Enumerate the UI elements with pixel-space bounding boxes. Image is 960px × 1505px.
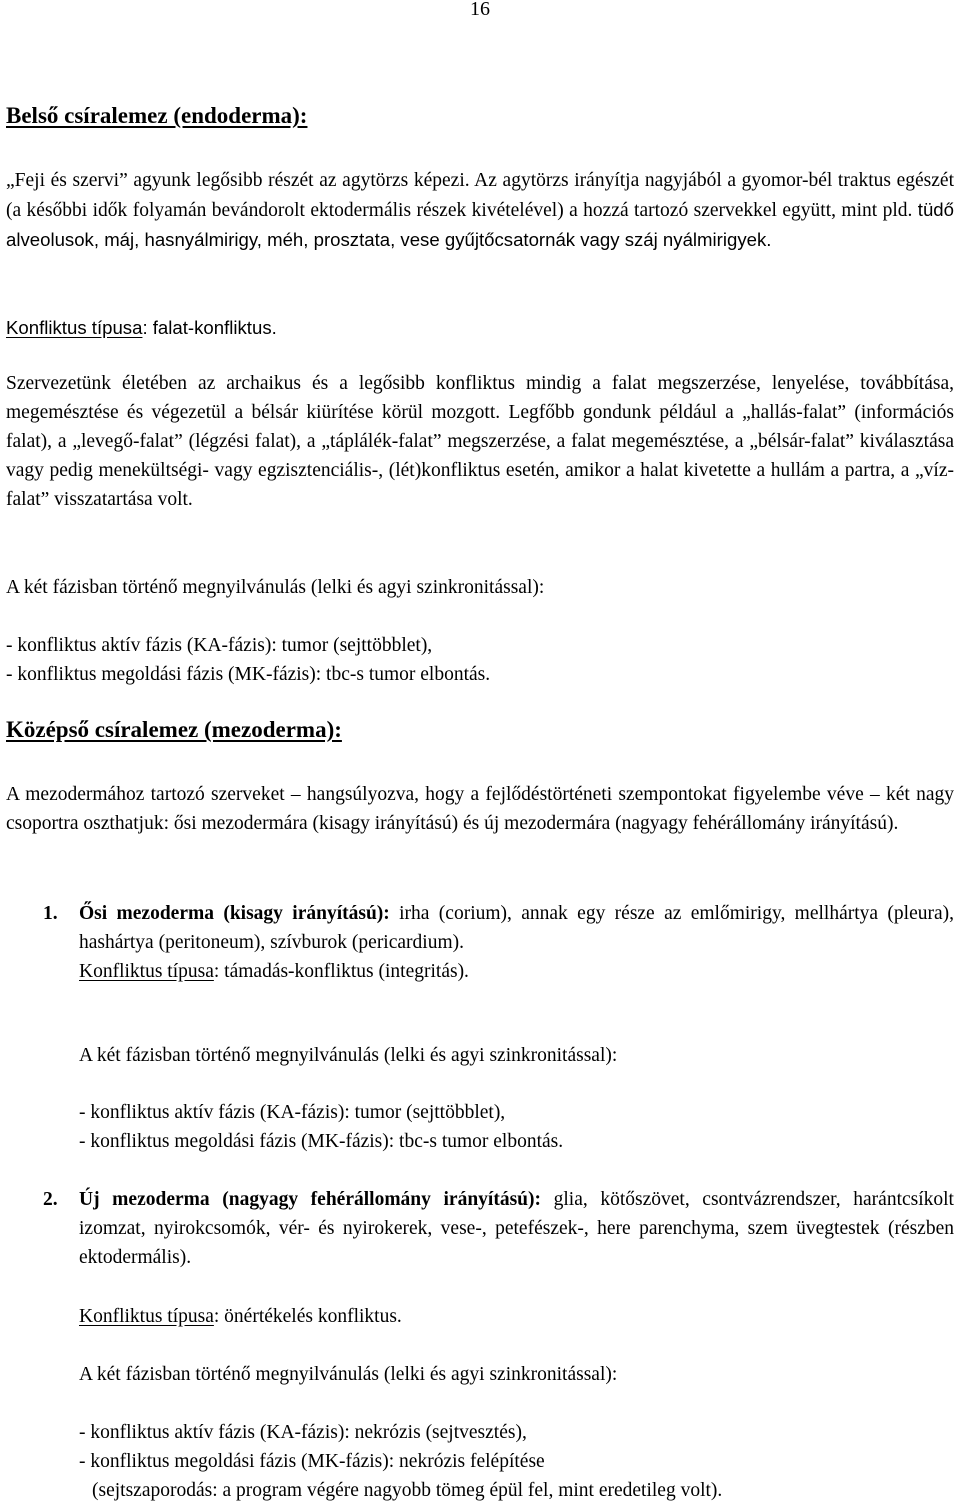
endoderm-phase-ka: - konfliktus aktív fázis (KA-fázis): tumor (sejttöbblet), [6, 635, 433, 656]
item2-phase-mk-continuation: (sejtszaporodás: a program végére nagyobb tömeg épül fel, mint eredetileg volt). [92, 1480, 723, 1501]
conflict-type-value: : támadás-konfliktus (integritás). [213, 961, 469, 982]
conflict-type-label: Konfliktus típusa [6, 317, 143, 338]
list-item-number: 2. [43, 1189, 58, 1210]
list-item-title: Ősi mezoderma (kisagy irányítású): [79, 903, 390, 924]
item1-phase-mk: - konfliktus megoldási fázis (MK-fázis): tbc-s tumor elbontás. [79, 1131, 564, 1152]
list-item-number: 1. [43, 903, 58, 924]
list-item-title: Új mezoderma (nagyagy fehérállomány irányítású): [79, 1189, 542, 1210]
mesoderm-intro: A mezodermához tartozó szerveket – hangsúlyozva, hogy a fejlődéstörténeti szempontokat figyelembe véve – két nagy csoportra oszthatjuk: ősi mezodermára (kisagy irányítású) és új mezodermára (nagyagy fehérállomány irányítású). [6, 784, 954, 834]
endoderm-organ-list: tüdő alveolusok, máj, hasnyálmirigy, méh, prosztata, vese gyűjtőcsatornák vagy száj nyálmirigyek. [6, 199, 954, 250]
list-item-text: irha (corium), annak egy része az emlőmirigy, mellhártya (pleura), hashártya (peritoneum), szívburok (pericardium). [79, 903, 954, 953]
item2-phase-ka: - konfliktus aktív fázis (KA-fázis): nekrózis (sejtvesztés), [79, 1422, 527, 1443]
endoderm-intro-text: „Feji és szervi” agyunk legősibb részét az agytörzs képezi. Az agytörzs irányítja nagyjából a gyomor-bél traktus egészét (a későbbi idők folyamán bevándorolt ektodermális részek kivételével) a hozzá tartozó szervekkel együtt, mint pld. [6, 170, 954, 221]
endoderm-phase-intro: A két fázisban történő megnyilvánulás (lelki és agyi szinkronitással): [6, 577, 545, 598]
item2-phase-intro: A két fázisban történő megnyilvánulás (lelki és agyi szinkronitással): [79, 1364, 618, 1385]
list-item-new-mesoderm [79, 1185, 954, 1272]
endoderm-phase-mk: - konfliktus megoldási fázis (MK-fázis): tbc-s tumor elbontás. [6, 664, 491, 685]
item2-phase-mk: - konfliktus megoldási fázis (MK-fázis): nekrózis felépítése [79, 1451, 545, 1472]
conflict-type-value: : falat-konfliktus. [142, 317, 277, 338]
item1-phase-intro: A két fázisban történő megnyilvánulás (lelki és agyi szinkronitással): [79, 1045, 618, 1066]
endoderm-conflict-type [6, 313, 954, 342]
item2-conflict-type [79, 1302, 954, 1331]
heading-endoderm: Belső csíralemez (endoderma): [6, 103, 308, 128]
conflict-type-label: Konfliktus típusa [79, 1306, 214, 1327]
conflict-type-value: : önértékelés konfliktus. [213, 1306, 402, 1327]
endoderm-paragraph: Szervezetünk életében az archaikus és a legősibb konfliktus mindig a falat megszerzése, lenyelése, továbbítása, megemésztése és végezetül a bélsár kiürítése körül mozgott. Legfőbb gondunk például a „hallás-falat” (információs falat), a „levegő-falat” (légzési falat), a „táplálék-falat” megszerzése, a falat megemésztése, a „bélsár-falat” kiválasztása vagy pedig menekültségi- vagy egzisztenciális-, (lét)konfliktus esetén, amikor a halat kivetette a hullám a partra, a „víz-falat” visszatartása volt. [6, 373, 954, 510]
list-item-old-mesoderm [79, 899, 954, 957]
endoderm-intro [6, 166, 954, 255]
list-item-text: glia, kötőszövet, csontvázrendszer, harántcsíkolt izomzat, nyirokcsomók, vér- és nyirokerek, vese-, petefészek-, here parenchyma, szem üvegtestek (részben ektodermális). [79, 1189, 954, 1268]
item1-conflict-type [79, 957, 954, 986]
page-number: 16 [470, 0, 490, 20]
heading-mesoderm: Középső csíralemez (mezoderma): [6, 717, 342, 742]
conflict-type-label: Konfliktus típusa [79, 961, 214, 982]
item1-phase-ka: - konfliktus aktív fázis (KA-fázis): tumor (sejttöbblet), [79, 1102, 506, 1123]
